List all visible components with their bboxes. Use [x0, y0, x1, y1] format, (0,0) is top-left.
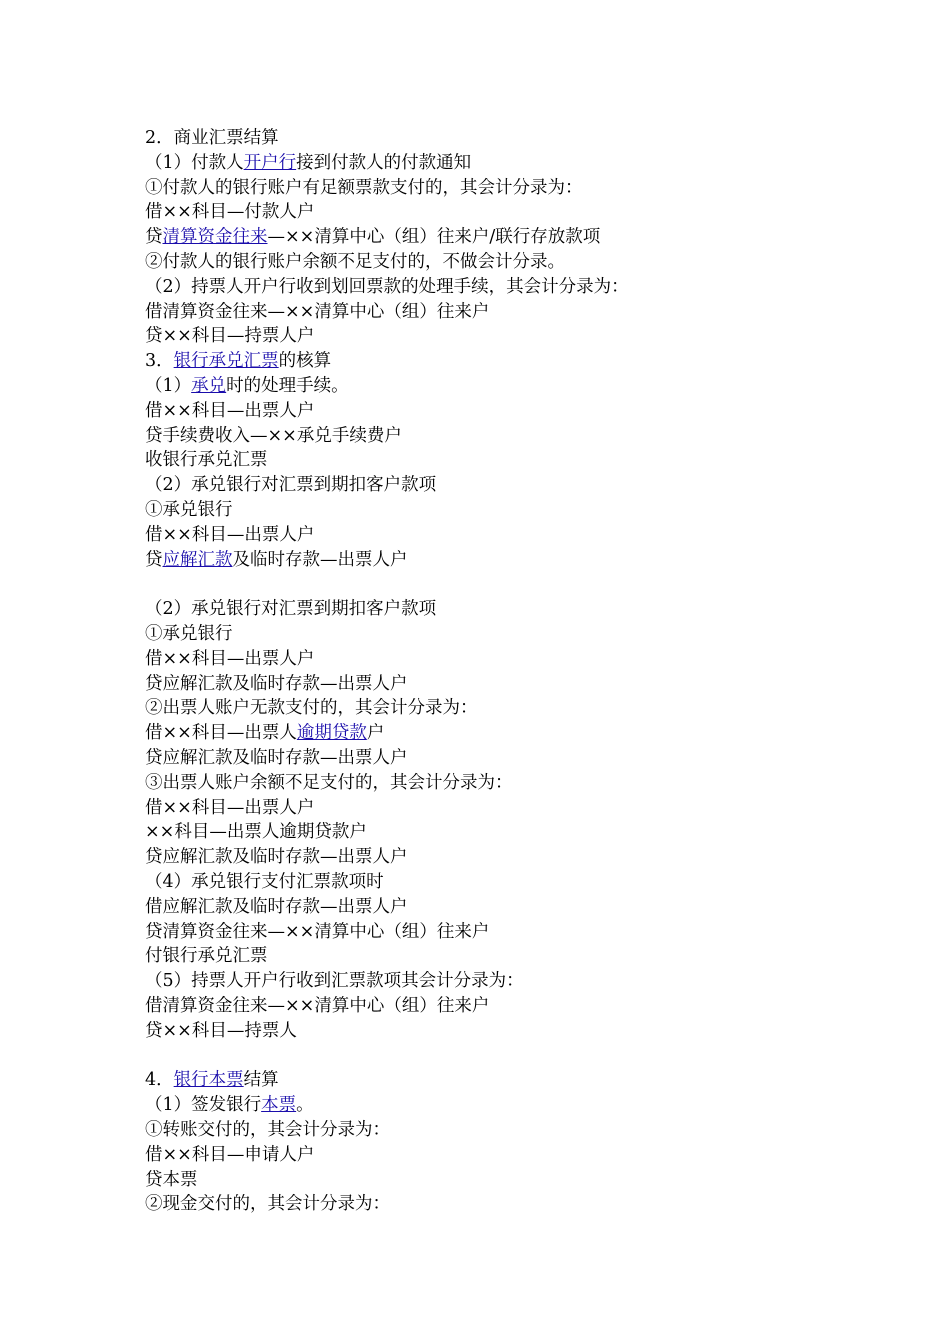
- text-line: [145, 796, 314, 821]
- text-line: [145, 696, 478, 721]
- hyperlink[interactable]: 应解汇款: [162, 549, 233, 570]
- text-segment: （2）承兑银行对汇票到期扣客户款项: [145, 599, 437, 620]
- text-line: [145, 647, 314, 672]
- text-segment: （1）付款人: [145, 152, 244, 173]
- text-segment: 贷: [145, 549, 163, 570]
- text-line: [145, 275, 629, 300]
- text-segment: （1）: [145, 376, 192, 396]
- text-segment: 借××科目—出票人户: [145, 648, 315, 669]
- text-line: [145, 820, 367, 845]
- text-line: [145, 448, 268, 473]
- text-segment: 贷应解汇款及临时存款—出票人户: [145, 673, 408, 694]
- text-line: [145, 1093, 314, 1118]
- text-segment: 2．商业汇票结算: [145, 128, 279, 148]
- text-segment: ①转账交付的，其会计分录为：: [145, 1120, 390, 1140]
- text-line: [145, 672, 408, 697]
- text-line: [145, 771, 513, 796]
- text-line: [145, 969, 524, 994]
- text-segment: —××清算中心（组）往来户/联行存放款项: [267, 227, 601, 248]
- text-segment: 户: [366, 723, 385, 744]
- text-segment: ①承兑银行: [145, 500, 233, 520]
- text-segment: ②出票人账户无款支付的，其会计分录为：: [145, 698, 478, 719]
- text-segment: ①承兑银行: [145, 624, 233, 644]
- text-line: [145, 523, 314, 548]
- text-line: [145, 721, 384, 746]
- text-line: [145, 895, 408, 920]
- text-line: [145, 200, 314, 225]
- text-segment: 借清算资金往来—××清算中心（组）往来户: [145, 301, 490, 322]
- text-line: [145, 176, 583, 201]
- text-segment: 贷应解汇款及临时存款—出票人户: [145, 847, 408, 868]
- text-segment: （2）持票人开户行收到划回票款的处理手续，其会计分录为：: [145, 276, 629, 297]
- hyperlink[interactable]: 清算资金往来: [162, 227, 268, 248]
- text-line: [145, 746, 408, 771]
- text-line: [145, 1118, 390, 1143]
- text-segment: （5）持票人开户行收到汇票款项其会计分录为：: [145, 971, 524, 992]
- text-segment: 借××科目—出票人户: [145, 400, 315, 421]
- text-line: [145, 870, 384, 895]
- text-segment: 借××科目—出票人户: [145, 797, 315, 818]
- text-line: [145, 1192, 390, 1217]
- hyperlink[interactable]: 承兑: [191, 376, 227, 396]
- text-segment: 借××科目—付款人户: [145, 202, 315, 223]
- text-segment: 及临时存款—出票人户: [232, 549, 408, 570]
- text-segment: ××科目—出票人逾期贷款户: [145, 822, 367, 843]
- text-line: [145, 300, 489, 325]
- text-line: [145, 225, 600, 250]
- text-segment: 结算: [243, 1070, 279, 1091]
- text-segment: 的核算: [278, 351, 332, 372]
- text-segment: ②现金交付的，其会计分录为：: [145, 1194, 390, 1215]
- text-line: [145, 424, 402, 449]
- text-segment: （1）签发银行: [145, 1095, 262, 1116]
- text-line: [145, 1068, 279, 1093]
- text-segment: 借××科目—出票人: [145, 723, 297, 744]
- text-segment: 借××科目—申请人户: [145, 1144, 315, 1165]
- text-line: [145, 845, 408, 870]
- text-line: [145, 324, 314, 349]
- text-line: [145, 399, 314, 424]
- hyperlink[interactable]: 本票: [261, 1095, 297, 1116]
- text-segment: ①付款人的银行账户有足额票款支付的，其会计分录为：: [145, 177, 583, 198]
- text-line: [145, 920, 489, 945]
- text-segment: 贷应解汇款及临时存款—出票人户: [145, 748, 408, 768]
- text-segment: 借××科目—出票人户: [145, 524, 315, 545]
- text-line: [145, 250, 565, 275]
- text-segment: 4．: [145, 1070, 174, 1091]
- text-segment: 付银行承兑汇票: [145, 946, 268, 967]
- text-segment: 借清算资金往来—××清算中心（组）往来户: [145, 996, 490, 1016]
- text-segment: 贷××科目—持票人户: [145, 326, 315, 347]
- hyperlink[interactable]: 银行承兑汇票: [173, 351, 279, 372]
- text-line: [145, 126, 279, 151]
- text-line: [145, 473, 436, 498]
- text-segment: 贷手续费收入—××承兑手续费户: [145, 425, 402, 446]
- hyperlink[interactable]: 开户行: [243, 152, 297, 173]
- text-segment: 时的处理手续。: [226, 376, 349, 396]
- hyperlink[interactable]: 逾期贷款: [296, 723, 367, 744]
- text-line: [145, 548, 408, 573]
- text-line: [145, 349, 331, 374]
- text-segment: （4）承兑银行支付汇票款项时: [145, 872, 384, 892]
- text-line: [145, 1143, 314, 1168]
- text-segment: 。: [296, 1095, 314, 1116]
- text-segment: 借应解汇款及临时存款—出票人户: [145, 896, 408, 917]
- text-segment: 贷清算资金往来—××清算中心（组）往来户: [145, 921, 490, 942]
- text-line: [145, 151, 471, 176]
- text-segment: （2）承兑银行对汇票到期扣客户款项: [145, 475, 437, 496]
- text-segment: 贷: [145, 227, 163, 248]
- text-segment: ③出票人账户余额不足支付的，其会计分录为：: [145, 772, 513, 793]
- text-line: [145, 622, 233, 647]
- text-line: [145, 944, 268, 969]
- text-segment: ②付款人的银行账户余额不足支付的，不做会计分录。: [145, 252, 565, 272]
- text-segment: 收银行承兑汇票: [145, 450, 268, 471]
- text-line: [145, 498, 233, 523]
- text-line: [145, 1168, 198, 1193]
- text-line: [145, 1019, 297, 1044]
- text-segment: 接到付款人的付款通知: [296, 152, 472, 173]
- text-segment: 3．: [145, 351, 174, 372]
- hyperlink[interactable]: 银行本票: [173, 1070, 244, 1091]
- text-segment: 贷本票: [145, 1169, 198, 1190]
- text-line: [145, 597, 436, 622]
- text-segment: 贷××科目—持票人: [145, 1020, 297, 1041]
- text-line: [145, 994, 489, 1019]
- text-line: [145, 374, 349, 399]
